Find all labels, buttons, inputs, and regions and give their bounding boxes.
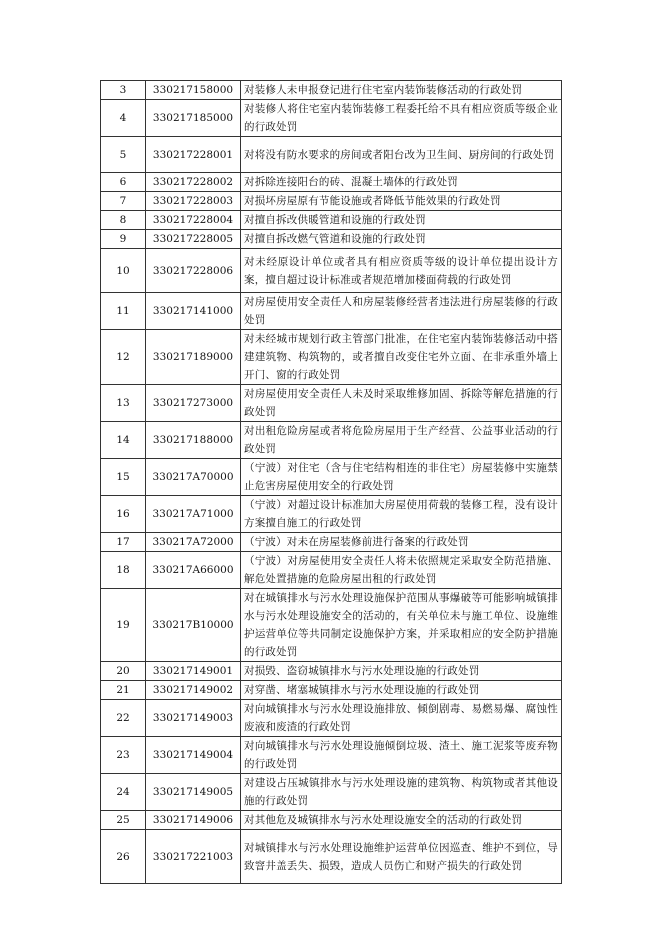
item-code: 330217B10000	[146, 589, 241, 662]
row-number: 4	[101, 100, 146, 137]
table-row	[101, 173, 562, 192]
item-description: 对出租危险房屋或者将危险房屋用于生产经营、公益事业活动的行政处罚	[241, 422, 562, 459]
penalty-items-table	[100, 80, 562, 884]
item-description: 对装修人将住宅室内装饰装修工程委托给不具有相应资质等级企业的行政处罚	[241, 100, 562, 137]
item-description: 对向城镇排水与污水处理设施排放、倾倒剧毒、易燃易爆、腐蚀性废液和废渣的行政处罚	[241, 700, 562, 737]
item-code: 330217228005	[146, 230, 241, 249]
table-row	[101, 737, 562, 774]
table-row	[101, 211, 562, 230]
table-row	[101, 385, 562, 422]
item-description: （宁波）对未在房屋装修前进行备案的行政处罚	[241, 533, 562, 552]
item-description: 对向城镇排水与污水处理设施倾倒垃圾、渣土、施工泥浆等废弃物的行政处罚	[241, 737, 562, 774]
table-row	[101, 100, 562, 137]
item-description: 对将没有防水要求的房间或者阳台改为卫生间、厨房间的行政处罚	[241, 137, 562, 173]
item-code: 330217228002	[146, 173, 241, 192]
item-description: 对装修人未申报登记进行住宅室内装饰装修活动的行政处罚	[241, 81, 562, 100]
table-row	[101, 700, 562, 737]
row-number: 12	[101, 330, 146, 385]
item-description: 对建设占压城镇排水与污水处理设施的建筑物、构筑物或者其他设施的行政处罚	[241, 774, 562, 811]
row-number: 22	[101, 700, 146, 737]
item-code: 330217273000	[146, 385, 241, 422]
item-description: 对擅自拆改供暖管道和设施的行政处罚	[241, 211, 562, 230]
table-row	[101, 533, 562, 552]
table-row	[101, 459, 562, 496]
item-code: 330217221003	[146, 830, 241, 884]
item-code: 330217158000	[146, 81, 241, 100]
item-description: （宁波）对超过设计标准加大房屋使用荷载的装修工程，没有设计方案擅自施工的行政处罚	[241, 496, 562, 533]
table-row	[101, 589, 562, 662]
row-number: 26	[101, 830, 146, 884]
table-row	[101, 137, 562, 173]
table-body	[101, 81, 562, 884]
row-number: 24	[101, 774, 146, 811]
item-code: 330217149004	[146, 737, 241, 774]
item-code: 330217141000	[146, 293, 241, 330]
row-number: 17	[101, 533, 146, 552]
row-number: 15	[101, 459, 146, 496]
item-code: 330217149003	[146, 700, 241, 737]
item-code: 330217228006	[146, 249, 241, 293]
item-code: 330217149002	[146, 681, 241, 700]
row-number: 19	[101, 589, 146, 662]
item-code: 330217149006	[146, 811, 241, 830]
item-code: 330217A66000	[146, 552, 241, 589]
item-code: 330217A71000	[146, 496, 241, 533]
table-row	[101, 330, 562, 385]
item-code: 330217228004	[146, 211, 241, 230]
item-description: 对房屋使用安全责任人未及时采取维修加固、拆除等解危措施的行政处罚	[241, 385, 562, 422]
item-description: 对穿凿、堵塞城镇排水与污水处理设施的行政处罚	[241, 681, 562, 700]
row-number: 3	[101, 81, 146, 100]
table-row	[101, 192, 562, 211]
item-description: （宁波）对房屋使用安全责任人将未依照规定采取安全防范措施、解危处置措施的危险房屋出租的行政处罚	[241, 552, 562, 589]
row-number: 13	[101, 385, 146, 422]
row-number: 6	[101, 173, 146, 192]
item-description: 对拆除连接阳台的砖、混凝土墙体的行政处罚	[241, 173, 562, 192]
row-number: 18	[101, 552, 146, 589]
table-row	[101, 552, 562, 589]
table-row	[101, 422, 562, 459]
row-number: 14	[101, 422, 146, 459]
item-code: 330217188000	[146, 422, 241, 459]
item-code: 330217149005	[146, 774, 241, 811]
table-row	[101, 830, 562, 884]
item-code: 330217228003	[146, 192, 241, 211]
item-description: 对损坏房屋原有节能设施或者降低节能效果的行政处罚	[241, 192, 562, 211]
row-number: 16	[101, 496, 146, 533]
item-description: 对其他危及城镇排水与污水处理设施安全的活动的行政处罚	[241, 811, 562, 830]
item-description: （宁波）对住宅（含与住宅结构相连的非住宅）房屋装修中实施禁止危害房屋使用安全的行政处罚	[241, 459, 562, 496]
table-row	[101, 81, 562, 100]
item-code: 330217185000	[146, 100, 241, 137]
row-number: 7	[101, 192, 146, 211]
row-number: 20	[101, 662, 146, 681]
table-row	[101, 681, 562, 700]
table-row	[101, 662, 562, 681]
row-number: 21	[101, 681, 146, 700]
item-code: 330217189000	[146, 330, 241, 385]
item-description: 对擅自拆改燃气管道和设施的行政处罚	[241, 230, 562, 249]
table-row	[101, 774, 562, 811]
item-description: 对损毁、盗窃城镇排水与污水处理设施的行政处罚	[241, 662, 562, 681]
row-number: 25	[101, 811, 146, 830]
row-number: 9	[101, 230, 146, 249]
item-code: 330217149001	[146, 662, 241, 681]
row-number: 8	[101, 211, 146, 230]
table-row	[101, 496, 562, 533]
table-row	[101, 249, 562, 293]
item-description: 对未经原设计单位或者具有相应资质等级的设计单位提出设计方案，擅自超过设计标准或者规范增加楼面荷载的行政处罚	[241, 249, 562, 293]
table-row	[101, 811, 562, 830]
row-number: 11	[101, 293, 146, 330]
table-row	[101, 230, 562, 249]
row-number: 10	[101, 249, 146, 293]
row-number: 5	[101, 137, 146, 173]
item-description: 对在城镇排水与污水处理设施保护范围从事爆破等可能影响城镇排水与污水处理设施安全的活动的，有关单位未与施工单位、设施维护运营单位等共同制定设施保护方案，并采取相应的安全防护措施的行政处罚	[241, 589, 562, 662]
row-number: 23	[101, 737, 146, 774]
item-description: 对房屋使用安全责任人和房屋装修经营者违法进行房屋装修的行政处罚	[241, 293, 562, 330]
item-description: 对未经城市规划行政主管部门批准，在住宅室内装饰装修活动中搭建建筑物、构筑物的，或者擅自改变住宅外立面、在非承重外墙上开门、窗的行政处罚	[241, 330, 562, 385]
table-row	[101, 293, 562, 330]
item-description: 对城镇排水与污水处理设施维护运营单位因巡查、维护不到位，导致窨井盖丢失、损毁，造成人员伤亡和财产损失的行政处罚	[241, 830, 562, 884]
item-code: 330217228001	[146, 137, 241, 173]
item-code: 330217A72000	[146, 533, 241, 552]
item-code: 330217A70000	[146, 459, 241, 496]
